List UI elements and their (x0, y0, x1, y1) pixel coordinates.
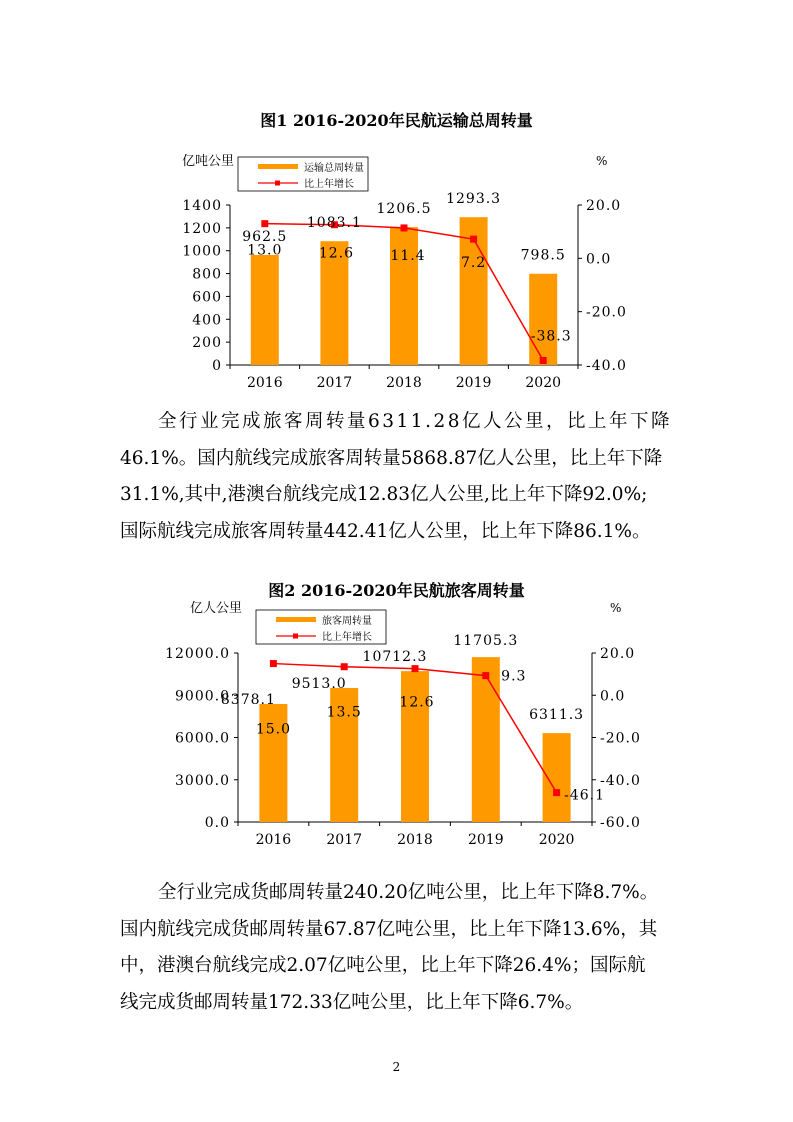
x-tick-label: 2018 (386, 375, 422, 391)
paragraph-line: 46.1%。国内航线完成旅客周转量5868.87亿人公里，比上年下降 (120, 447, 663, 469)
paragraph-line: 线完成货邮周转量172.33亿吨公里，比上年下降6.7%。 (120, 991, 584, 1013)
x-tick-label: 2020 (538, 832, 575, 848)
bar-value-label: 1293.3 (446, 191, 502, 208)
paragraph-line: 31.1%,其中,港澳台航线完成12.83亿人公里,比上年下降92.0%; (120, 484, 648, 505)
y2-tick-label: -20.0 (600, 730, 641, 747)
y2-axis-label: % (596, 154, 608, 168)
figure2-title: 图2 2016-2020年民航旅客周转量 (268, 581, 525, 600)
growth-value-label: 7.2 (460, 255, 487, 272)
y-tick-label: 200 (192, 335, 222, 352)
bar-value-label: 8378.1 (220, 692, 276, 709)
x-tick-label: 2016 (246, 375, 283, 391)
legend-line-marker (275, 181, 280, 186)
legend-line-marker (293, 634, 298, 639)
y-tick-label: 1200 (182, 220, 222, 237)
paragraph-line: 全行业完成货邮周转量240.20亿吨公里，比上年下降8.7%。 (158, 882, 659, 903)
page-number: 2 (392, 1060, 401, 1074)
y-tick-label: 1400 (182, 198, 222, 214)
growth-value-label: 11.4 (390, 247, 426, 264)
figure2-chart (150, 598, 670, 857)
paragraph-line: 国际航线完成旅客周转量442.41亿人公里，比上年下降86.1%。 (120, 520, 651, 542)
paragraph-line: 国内航线完成货邮周转量67.87亿吨公里，比上年下降13.6%，其 (120, 918, 658, 940)
figure2-svg (150, 598, 670, 853)
legend-line-label: 比上年增长 (304, 179, 354, 190)
y2-tick-label: 0.0 (586, 251, 612, 268)
growth-point (401, 224, 408, 231)
y2-tick-label: 20.0 (600, 646, 636, 662)
y2-tick-label: -20.0 (586, 304, 627, 321)
bar-value-label: 1083.1 (306, 215, 362, 232)
paragraph-passenger (120, 404, 676, 550)
paragraph-line: 全行业完成旅客周转量6311.28亿人公里，比上年下降 (158, 411, 673, 432)
growth-point (540, 357, 547, 364)
bar-value-label: 10712.3 (362, 649, 428, 666)
x-tick-label: 2018 (397, 832, 433, 848)
growth-value-label: 15.0 (255, 721, 291, 738)
y-tick-label: 0 (212, 358, 222, 374)
x-tick-label: 2019 (467, 832, 504, 848)
bar-value-label: 6311.3 (529, 707, 585, 724)
y-tick-label: 0.0 (204, 815, 230, 831)
y-tick-label: 800 (192, 266, 222, 283)
y-axis-label: 亿吨公里 (182, 154, 235, 169)
x-tick-label: 2017 (326, 832, 363, 848)
x-tick-label: 2017 (316, 375, 353, 391)
growth-point (270, 660, 277, 667)
legend-bar-swatch (276, 617, 316, 622)
legend-line-label: 比上年增长 (322, 632, 372, 643)
bar (529, 274, 557, 365)
growth-value-label: 9.3 (501, 668, 527, 685)
figure1-svg (150, 145, 670, 395)
growth-point (482, 672, 489, 679)
legend-bar-label: 运输总周转量 (304, 163, 364, 174)
y-tick-label: 600 (192, 289, 222, 306)
bar-value-label: 1206.5 (376, 201, 432, 218)
growth-point (261, 220, 268, 227)
legend-bar-swatch (258, 164, 298, 169)
y2-tick-label: -40.0 (586, 358, 627, 374)
growth-point (412, 665, 419, 672)
growth-point (341, 663, 348, 670)
bar (251, 255, 279, 365)
y2-tick-label: 20.0 (586, 198, 622, 214)
y2-tick-label: -60.0 (600, 815, 641, 831)
paragraph-cargo (120, 875, 676, 1021)
figure1-title: 图1 2016-2020年民航运输总周转量 (260, 111, 533, 130)
bar-value-label: 11705.3 (453, 633, 519, 650)
bar-value-label: 9513.0 (291, 676, 347, 693)
growth-point (470, 236, 477, 243)
bar-value-label: 962.5 (242, 229, 288, 245)
growth-value-label: 13.0 (247, 242, 283, 259)
y-tick-label: 12000.0 (165, 646, 230, 662)
growth-value-label: 12.6 (318, 245, 354, 262)
x-tick-label: 2016 (255, 832, 292, 848)
y-tick-label: 6000.0 (175, 730, 230, 747)
y2-tick-label: 0.0 (600, 688, 626, 705)
bar-value-label: 798.5 (520, 247, 566, 264)
y-tick-label: 1000 (182, 243, 222, 260)
growth-value-label: -38.3 (530, 328, 572, 345)
growth-value-label: -46.1 (564, 787, 606, 804)
x-tick-label: 2020 (525, 375, 562, 391)
growth-value-label: 13.5 (326, 704, 362, 721)
y2-tick-label: -40.0 (600, 772, 641, 789)
y-tick-label: 9000.0 (175, 688, 230, 705)
figure1-chart (150, 145, 670, 399)
growth-value-label: 12.6 (399, 694, 435, 711)
paragraph-line: 中，港澳台航线完成2.07亿吨公里，比上年下降26.4%；国际航 (120, 955, 646, 976)
y-tick-label: 400 (192, 312, 222, 329)
growth-point (553, 789, 560, 796)
y2-axis-label: % (610, 601, 622, 615)
y-axis-label: 亿人公里 (190, 601, 243, 616)
y-tick-label: 3000.0 (175, 772, 230, 789)
bar (472, 657, 500, 822)
legend-bar-label: 旅客周转量 (322, 616, 372, 627)
x-tick-label: 2019 (455, 375, 492, 391)
